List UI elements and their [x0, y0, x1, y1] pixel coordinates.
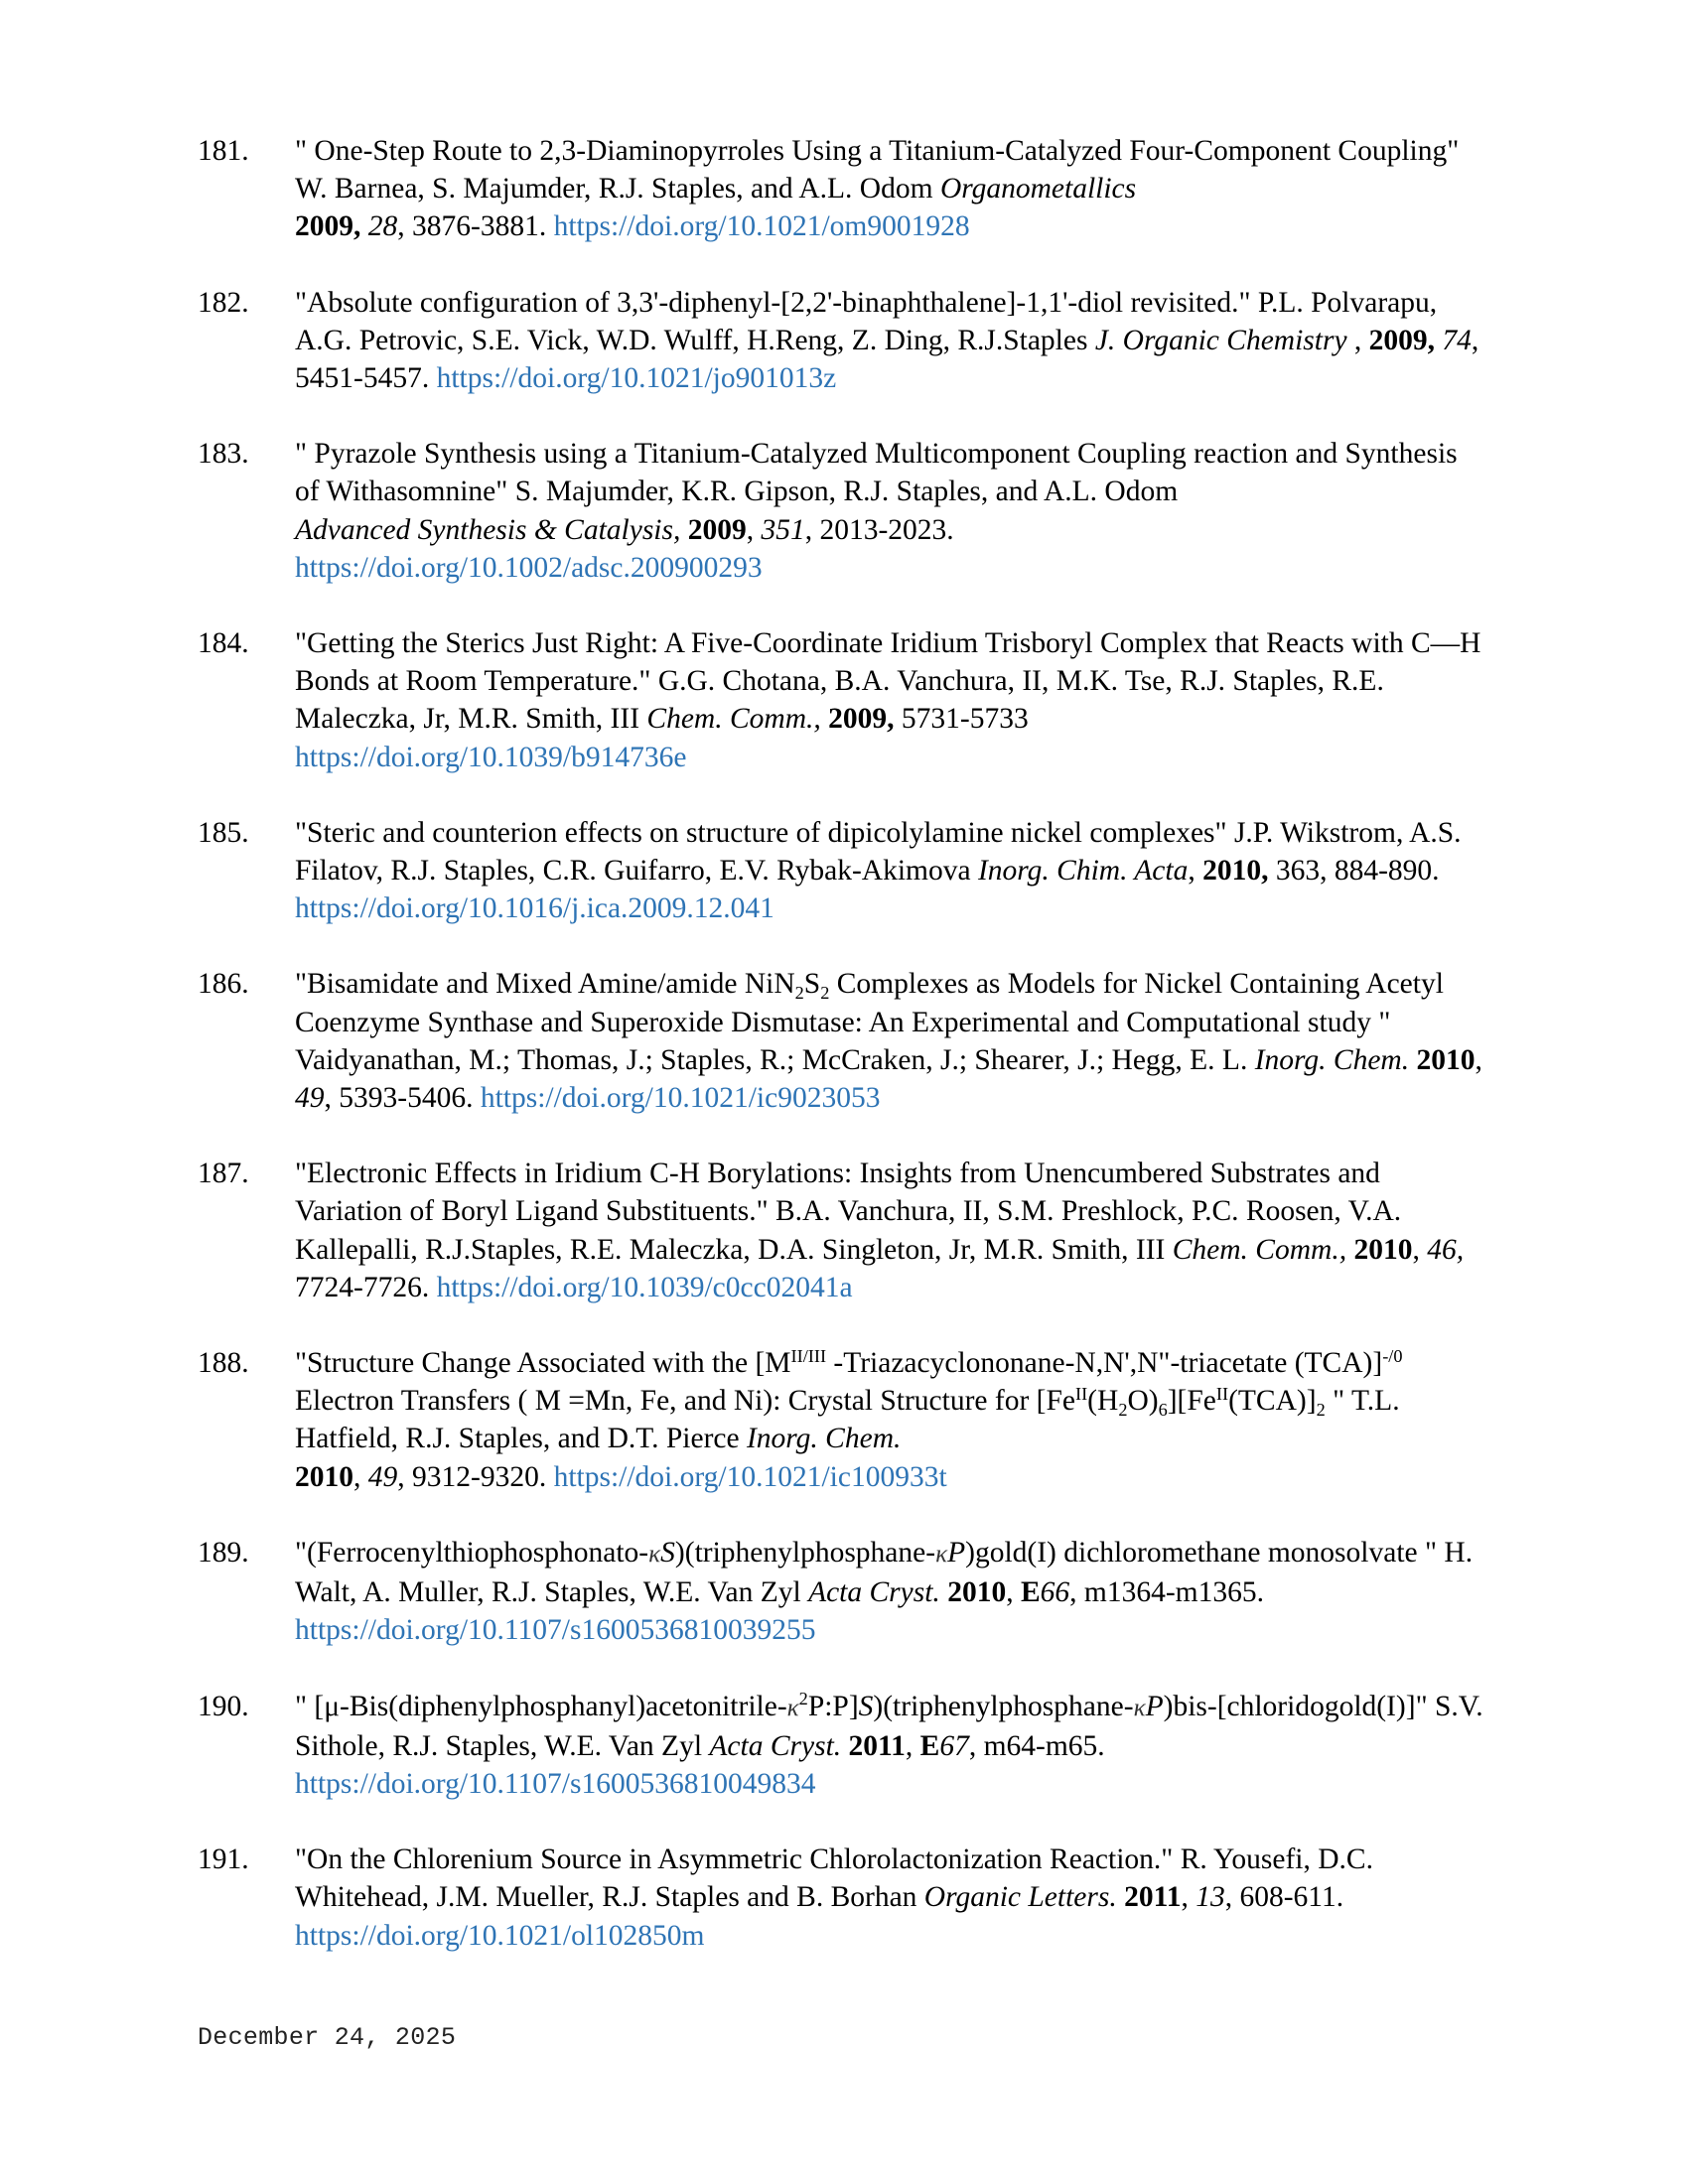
- reference-body: "Absolute configuration of 3,3'-diphenyl-[2,2'-binaphthalene]-1,1'-diol revisited." P.L. Polvarapu, A.G. Petrovic, S.E. Vick, W.D. Wulff, H.Reng, Z. Ding, R.J.Staples J. Organic Chemistry , 2009, 74, 5451-5457. https://doi.org/10.1021/jo901013z: [295, 286, 1479, 395]
- reference-pages: , 2013-2023.: [804, 513, 954, 546]
- reference-title: " Pyrazole Synthesis using a Titanium-Catalyzed Multicomponent Coupling reaction and Synthesis of Withasomnine": [295, 438, 1458, 508]
- doi-link[interactable]: https://doi.org/10.1021/jo901013z: [436, 362, 837, 395]
- reference-body: "Bisamidate and Mixed Amine/amide $NiN_2S_2$ Complexes as Models for Nickel Containing Acetyl Coenzyme Synthase and Superoxide Dismutase: An Experimental and Computational study " Vaidyanathan, M.; Thomas, J.; Staples, R.; McCraken, J.; Shearer, J.; Hegg, E. L. Inorg. Chem. 2010, 49, 5393-5406. https://doi.org/10.1021/ic9023053: [295, 968, 1482, 1115]
- reference-body: "Steric and counterion effects on structure of dipicolylamine nickel complexes" J.P. Wikstrom, A.S. Filatov, R.J. Staples, C.R. Guifarro, E.V. Rybak-Akimova Inorg. Chim. Acta, 2010, 363, 884-890. https://doi.org/10.1016/j.ica.2009.12.041: [295, 816, 1462, 925]
- superscript: II: [1074, 1384, 1088, 1405]
- reference-body: "(Ferrocenylthiophosphonato-κS)(triphenylphosphane-κP)gold(I) dichloromethane monosolvate " H. Walt, A. Muller, R.J. Staples, W.E. Van Zyl Acta Cryst. 2010, E66, m1364-m1365. https://doi.org/10.1107/s1600536810039255: [295, 1536, 1474, 1647]
- reference-journal: Chem. Comm.,: [646, 703, 821, 736]
- reference-number: 182.: [198, 286, 249, 319]
- reference-number: 187.: [198, 1158, 249, 1190]
- reference-pages: , m1364-m1365.: [1069, 1576, 1264, 1609]
- reference-number: 186.: [198, 968, 249, 1001]
- title-text: S: [803, 968, 821, 1001]
- subscript: 2: [794, 982, 804, 1003]
- reference-authors: H. Walt, A. Muller, R.J. Staples, W.E. Van Zyl: [295, 1536, 1474, 1609]
- reference-year: 2010: [1353, 1233, 1413, 1266]
- title-text: (TCA)]: [1228, 1385, 1317, 1418]
- reference-item: [198, 435, 1488, 587]
- reference-volume: 49: [295, 1082, 325, 1115]
- subscript: 2: [820, 982, 830, 1003]
- reference-year: 2009: [687, 513, 747, 546]
- kappa-symbol: κ: [1133, 1694, 1146, 1721]
- reference-title: "Electronic Effects in Iridium C-H Borylations: Insights from Unencumbered Substrates and Variation of Boryl Ligand Substituents.": [295, 1158, 1380, 1228]
- reference-series: E: [919, 1729, 940, 1762]
- title-text: )(triphenylphosphane-: [873, 1690, 1134, 1722]
- reference-number: 183.: [198, 438, 249, 471]
- reference-item: [198, 1688, 1488, 1804]
- reference-body: " Pyrazole Synthesis using a Titanium-Catalyzed Multicomponent Coupling reaction and Synthesis of Withasomnine" S. Majumder, K.R. Gipson, R.J. Staples, and A.L. Odom Advanced Synthesis & Catalysis, 2009, 351, 2013-2023. https://doi.org/10.1002/adsc.200900293: [295, 438, 1458, 584]
- reference-year: 2010: [1416, 1043, 1476, 1076]
- title-text: ][Fe: [1167, 1385, 1216, 1418]
- reference-year: 2009,: [1368, 324, 1436, 356]
- doi-link[interactable]: https://doi.org/10.1107/s1600536810039255: [295, 1614, 816, 1647]
- reference-volume: 13: [1196, 1881, 1225, 1914]
- reference-item: [198, 1344, 1488, 1496]
- reference-title: [295, 968, 1444, 1037]
- reference-volume: 66: [1040, 1576, 1070, 1609]
- reference-journal: Organic Letters.: [923, 1881, 1117, 1914]
- reference-item: [198, 624, 1488, 776]
- reference-authors: R. Yousefi, D.C. Whitehead, J.M. Mueller, R.J. Staples and B. Borhan: [295, 1843, 1373, 1914]
- title-text: )(triphenylphosphane-: [674, 1536, 936, 1569]
- reference-year: 2010: [295, 1460, 353, 1493]
- reference-number: 184.: [198, 627, 249, 660]
- reference-authors: B.A. Vanchura, II, S.M. Preshlock, P.C. Roosen, V.A. Kallepalli, R.J.Staples, R.E. Maleczka, D.A. Singleton, Jr, M.R. Smith, III: [295, 1195, 1402, 1266]
- reference-body: [295, 132, 1488, 246]
- doi-link[interactable]: https://doi.org/10.1039/b914736e: [295, 741, 687, 773]
- reference-series: E: [1020, 1576, 1041, 1609]
- reference-pages: 5731-5733: [894, 703, 1029, 736]
- title-text: Complexes as Models for Nickel Containing Acetyl Coenzyme Synthase and Superoxide Dismutase: An Experimental and Computational study ": [295, 968, 1444, 1038]
- title-text: )bis-[chloridogold(I)]": [1163, 1690, 1428, 1722]
- title-text: )gold(I) dichloromethane monosolvate ": [965, 1536, 1438, 1569]
- kappa-symbol: κ: [648, 1540, 661, 1568]
- reference-volume: 28: [367, 210, 398, 243]
- reference-journal: Organometallics: [939, 173, 1137, 205]
- title-text: (H: [1087, 1385, 1119, 1418]
- title-text: " [μ-Bis(diphenylphosphanyl)acetonitrile-: [295, 1690, 787, 1722]
- reference-authors: T.L. Hatfield, R.J. Staples, and D.T. Pierce: [295, 1385, 1400, 1455]
- reference-pages: , 3876-3881.: [397, 210, 554, 243]
- reference-item: [198, 132, 1488, 246]
- reference-item: [198, 965, 1488, 1117]
- superscript: II: [1215, 1384, 1229, 1405]
- reference-authors: S.V. Sithole, R.J. Staples, W.E. Van Zyl: [295, 1690, 1483, 1762]
- reference-number: 190.: [198, 1690, 249, 1722]
- reference-list: [198, 132, 1488, 1992]
- reference-year: 2010: [947, 1576, 1007, 1609]
- title-text: -Triazacyclononane-N,N',N"-triacetate (TCA)]: [826, 1347, 1383, 1380]
- title-text: P: [947, 1536, 966, 1569]
- reference-body: "Electronic Effects in Iridium C-H Borylations: Insights from Unencumbered Substrates and Variation of Boryl Ligand Substituents." B.A. Vanchura, II, S.M. Preshlock, P.C. Roosen, V.A. Kallepalli, R.J.Staples, R.E. Maleczka, D.A. Singleton, Jr, M.R. Smith, III Chem. Comm., 2010, 46, 7724-7726. https://doi.org/10.1039/c0cc02041a: [295, 1158, 1465, 1303]
- reference-item: [198, 1841, 1488, 1955]
- reference-journal: Chem. Comm.,: [1172, 1233, 1347, 1266]
- reference-title: [295, 1691, 1428, 1722]
- reference-authors: Vaidyanathan, M.; Thomas, J.; Staples, R.; McCraken, J.; Shearer, J.; Hegg, E. L.: [295, 1043, 1255, 1076]
- reference-authors: P.L. Polvarapu, A.G. Petrovic, S.E. Vick, W.D. Wulff, H.Reng, Z. Ding, R.J.Staples: [295, 286, 1438, 356]
- reference-journal: Inorg. Chim. Acta: [977, 855, 1189, 887]
- reference-journal: Acta Cryst.: [808, 1576, 940, 1609]
- reference-body: "Structure Change Associated with the [$M^{II/III}$ -Triazacyclononane-N,N',N"-triacetate (TCA)]$^{-/0}$ Electron Transfers ( M =Mn, Fe, and Ni): Crystal Structure for $[Fe^{II}(H_2O)_6][Fe^{II}(TCA)]_2$ " T.L. Hatfield, R.J. Staples, and D.T. Pierce Inorg. Chem. 2010, 49, 9312-9320. https://doi.org/10.1021/ic100933t: [295, 1346, 1403, 1493]
- title-text: "Bisamidate and Mixed Amine/amide NiN: [295, 968, 795, 1001]
- kappa-symbol: κ: [786, 1694, 799, 1721]
- doi-link[interactable]: https://doi.org/10.1021/ic9023053: [480, 1082, 881, 1115]
- superscript: 2: [798, 1689, 808, 1709]
- title-text: Electron Transfers ( M =Mn, Fe, and Ni): Crystal Structure for [Fe: [295, 1385, 1075, 1418]
- title-text: O): [1127, 1385, 1159, 1418]
- kappa-symbol: κ: [935, 1540, 948, 1568]
- doi-link[interactable]: https://doi.org/10.1021/ol102850m: [295, 1919, 705, 1952]
- reference-title: " One-Step Route to 2,3-Diaminopyrroles Using a Titanium-Catalyzed Four-Component Coupling": [295, 135, 1460, 167]
- reference-item: [198, 1155, 1488, 1306]
- doi-link[interactable]: https://doi.org/10.1016/j.ica.2009.12.041: [295, 892, 774, 925]
- reference-number: 181.: [198, 135, 249, 167]
- reference-authors: S. Majumder, K.R. Gipson, R.J. Staples, and A.L. Odom: [507, 476, 1179, 508]
- reference-journal: Advanced Synthesis & Catalysis,: [295, 513, 681, 546]
- reference-pages: , 5451-5457.: [295, 324, 1479, 395]
- reference-number: 188.: [198, 1347, 249, 1380]
- reference-pages: , m64-m65.: [968, 1729, 1105, 1762]
- reference-pages: , 9312-9320.: [397, 1460, 554, 1493]
- reference-number: 191.: [198, 1843, 249, 1876]
- reference-number: 189.: [198, 1536, 249, 1569]
- reference-year: 2010,: [1202, 855, 1269, 887]
- reference-journal: J. Organic Chemistry: [1094, 324, 1347, 356]
- reference-volume: 363: [1275, 855, 1321, 887]
- reference-year: 2011: [848, 1729, 906, 1762]
- title-text: S: [858, 1690, 874, 1722]
- reference-item: [198, 284, 1488, 398]
- doi-link[interactable]: https://doi.org/10.1107/s1600536810049834: [295, 1767, 816, 1800]
- footer-date: December 24, 2025: [198, 2023, 457, 2052]
- title-text: "Structure Change Associated with the [M: [295, 1347, 791, 1380]
- title-text: S: [660, 1536, 675, 1569]
- reference-year: 2011: [1124, 1881, 1182, 1914]
- reference-journal: Inorg. Chem.: [1254, 1043, 1410, 1076]
- title-text: "(Ferrocenylthiophosphonato-: [295, 1536, 649, 1569]
- doi-link[interactable]: https://doi.org/10.1039/c0cc02041a: [436, 1271, 853, 1303]
- reference-title: [295, 1537, 1437, 1569]
- subscript: 6: [1158, 1399, 1168, 1420]
- reference-pages: , 5393-5406.: [324, 1082, 481, 1115]
- reference-journal: Inorg. Chem.: [746, 1423, 902, 1455]
- reference-title: "Getting the Sterics Just Right: A Five-Coordinate Iridium Trisboryl Complex that Reacts with C—H Bonds at Room Temperature.": [295, 627, 1481, 698]
- reference-body: "On the Chlorenium Source in Asymmetric Chlorolactonization Reaction." R. Yousefi, D.C. Whitehead, J.M. Mueller, R.J. Staples and B. Borhan Organic Letters. 2011, 13, 608-611. https://doi.org/10.1021/ol102850m: [295, 1843, 1373, 1952]
- reference-journal: Acta Cryst.: [709, 1729, 842, 1762]
- reference-number: 185.: [198, 816, 249, 849]
- reference-title: "Absolute configuration of 3,3'-diphenyl-[2,2'-binaphthalene]-1,1'-diol revisited.": [295, 286, 1251, 319]
- reference-volume: 74: [1442, 324, 1472, 356]
- title-text: P:P]: [807, 1690, 859, 1722]
- reference-pages: , 608-611.: [1224, 1881, 1344, 1914]
- reference-item: [198, 1534, 1488, 1650]
- subscript: 2: [1316, 1399, 1326, 1420]
- reference-year: 2009,: [295, 210, 361, 243]
- reference-volume: 46,: [1427, 1233, 1465, 1266]
- doi-link[interactable]: https://doi.org/10.1021/ic100933t: [553, 1460, 947, 1493]
- reference-item: [198, 814, 1488, 928]
- reference-pages: 7724-7726.: [295, 1271, 437, 1303]
- superscript: -/0: [1382, 1346, 1403, 1367]
- reference-year: 2009,: [828, 703, 895, 736]
- doi-link[interactable]: https://doi.org/10.1021/om9001928: [553, 210, 970, 243]
- reference-volume: 67: [939, 1729, 969, 1762]
- reference-volume: 351: [761, 513, 805, 546]
- reference-title: "On the Chlorenium Source in Asymmetric Chlorolactonization Reaction.": [295, 1843, 1174, 1876]
- reference-title: "Steric and counterion effects on structure of dipicolylamine nickel complexes": [295, 816, 1227, 849]
- reference-pages: , 884-890.: [1320, 855, 1440, 887]
- reference-authors: W. Barnea, S. Majumder, R.J. Staples, and A.L. Odom: [295, 173, 940, 205]
- reference-authors: J.P. Wikstrom, A.S. Filatov, R.J. Staples, C.R. Guifarro, E.V. Rybak-Akimova: [295, 816, 1462, 887]
- doi-link[interactable]: https://doi.org/10.1002/adsc.200900293: [295, 551, 763, 584]
- reference-body: " $[\mu-Bis(diphenylphosphanyl)acetonitrile-\kappa^2P:P]S)(triphenylphosphane-\kappa P)bis-[chloridogold(I)]$" S.V. Sithole, R.J. Staples, W.E. Van Zyl Acta Cryst. 2011, E67, m64-m65. https://doi.org/10.1107/s1600536810049834: [295, 1689, 1483, 1800]
- title-text: ": [1325, 1385, 1345, 1418]
- subscript: 2: [1118, 1399, 1128, 1420]
- superscript: II/III: [790, 1346, 827, 1367]
- reference-authors: G.G. Chotana, B.A. Vanchura, II, M.K. Tse, R.J. Staples, R.E. Maleczka, Jr, M.R. Smith, III: [295, 665, 1384, 736]
- reference-volume: 49: [367, 1460, 398, 1493]
- reference-body: [295, 624, 1488, 776]
- title-text: P: [1145, 1690, 1164, 1722]
